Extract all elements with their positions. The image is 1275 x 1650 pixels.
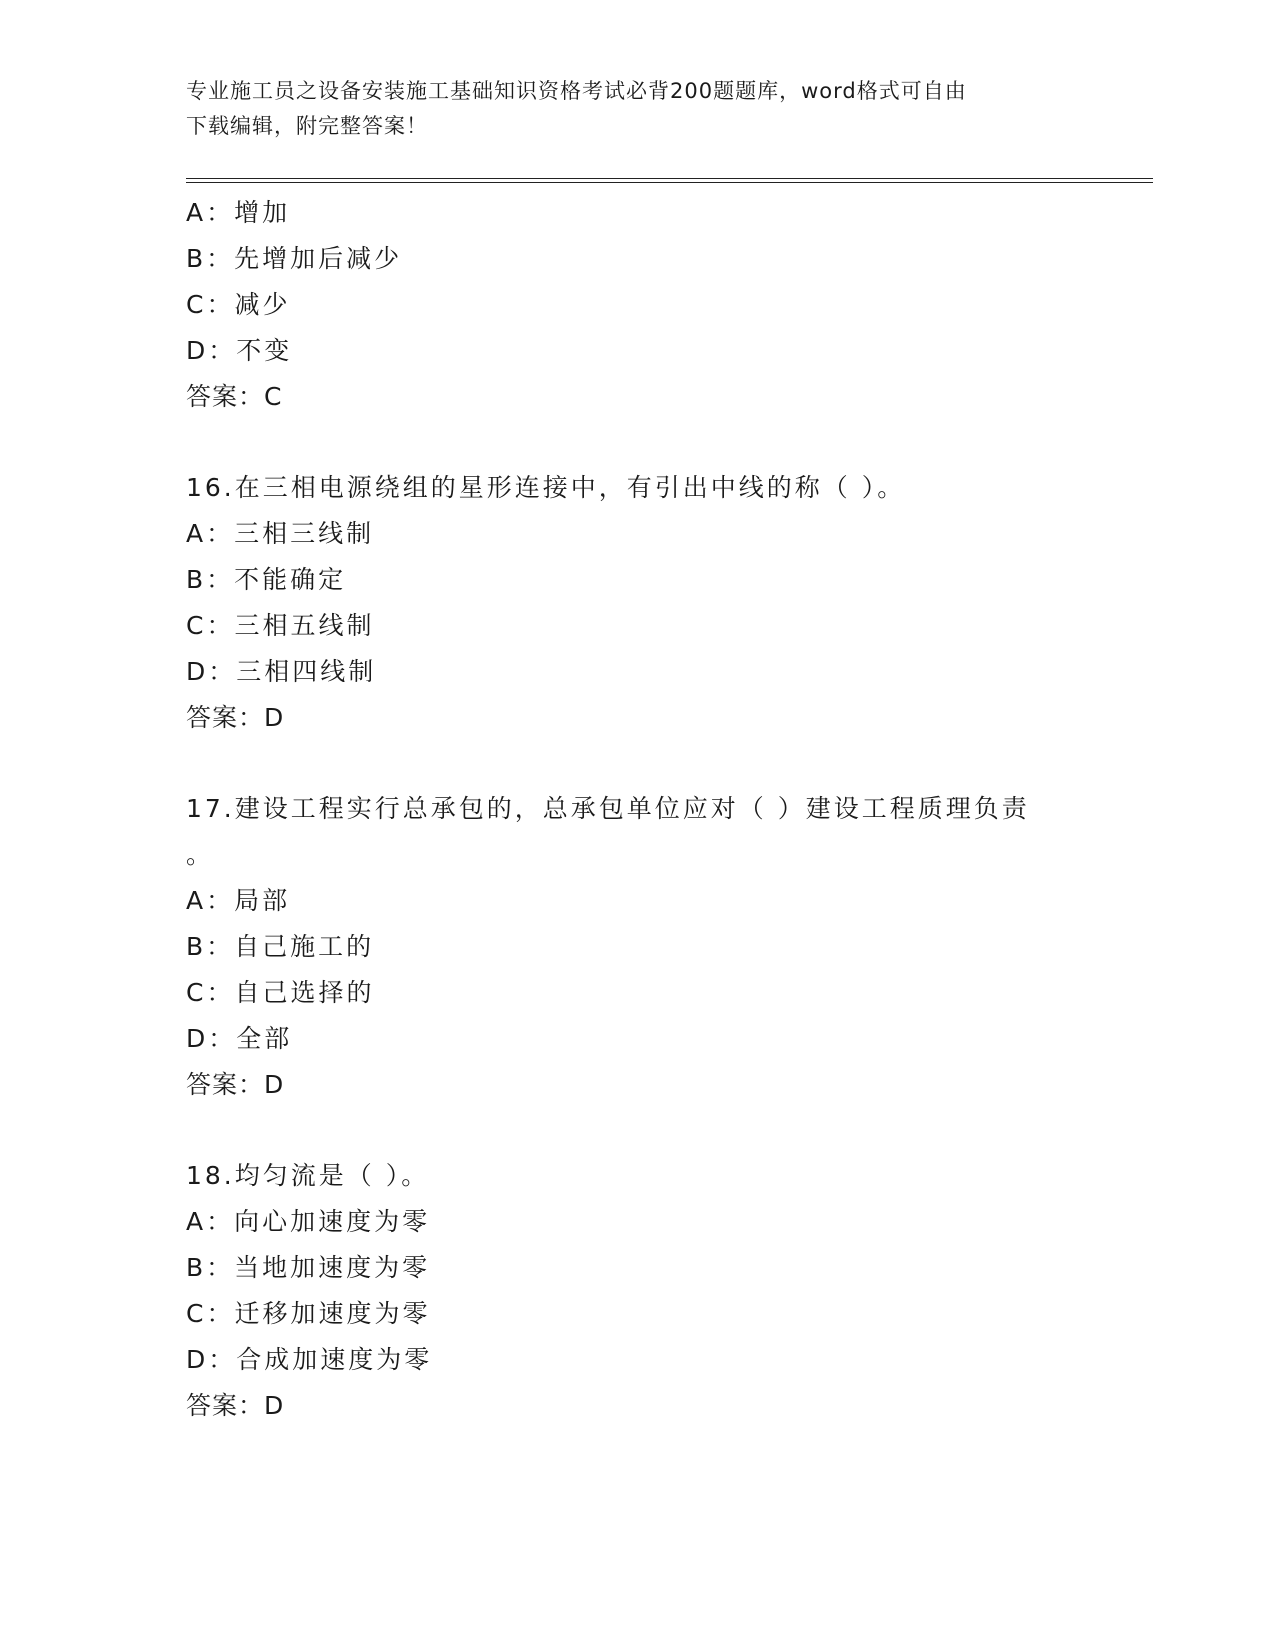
question-text-continued: 。 <box>186 840 215 869</box>
question-18 <box>186 1153 1056 1429</box>
option-d: D：不变 <box>186 336 293 365</box>
answer: 答案：D <box>186 1070 285 1099</box>
answer: 答案：C <box>186 382 283 411</box>
option-b: B：当地加速度为零 <box>186 1253 431 1282</box>
header-divider <box>186 178 1153 183</box>
option-d: D：三相四线制 <box>186 657 377 686</box>
question-list <box>186 190 1056 1429</box>
option-a: A：向心加速度为零 <box>186 1207 431 1236</box>
question-text: 18.均匀流是（ ）。 <box>186 1161 430 1190</box>
option-c: C：自己选择的 <box>186 978 375 1007</box>
question-text: 17.建设工程实行总承包的，总承包单位应对（ ）建设工程质理负责 <box>186 794 1030 823</box>
option-c: C：减少 <box>186 290 291 319</box>
option-b: B：不能确定 <box>186 565 347 594</box>
question-16 <box>186 465 1056 741</box>
option-c: C：三相五线制 <box>186 611 375 640</box>
option-a: A：三相三线制 <box>186 519 375 548</box>
header-line-2: 下载编辑，附完整答案！ <box>186 114 428 138</box>
answer: 答案：D <box>186 703 285 732</box>
option-a: A：局部 <box>186 886 291 915</box>
question-17 <box>186 786 1056 1108</box>
header-line-1: 专业施工员之设备安装施工基础知识资格考试必背200题题库，word格式可自由 <box>186 79 967 103</box>
option-c: C：迁移加速度为零 <box>186 1299 431 1328</box>
option-b: B：先增加后减少 <box>186 244 403 273</box>
option-d: D：合成加速度为零 <box>186 1345 433 1374</box>
document-header <box>186 74 1066 144</box>
option-a: A：增加 <box>186 198 291 227</box>
question-15 <box>186 190 1056 420</box>
answer: 答案：D <box>186 1391 285 1420</box>
option-b: B：自己施工的 <box>186 932 375 961</box>
option-d: D：全部 <box>186 1024 293 1053</box>
question-text: 16.在三相电源绕组的星形连接中，有引出中线的称（ ）。 <box>186 473 906 502</box>
